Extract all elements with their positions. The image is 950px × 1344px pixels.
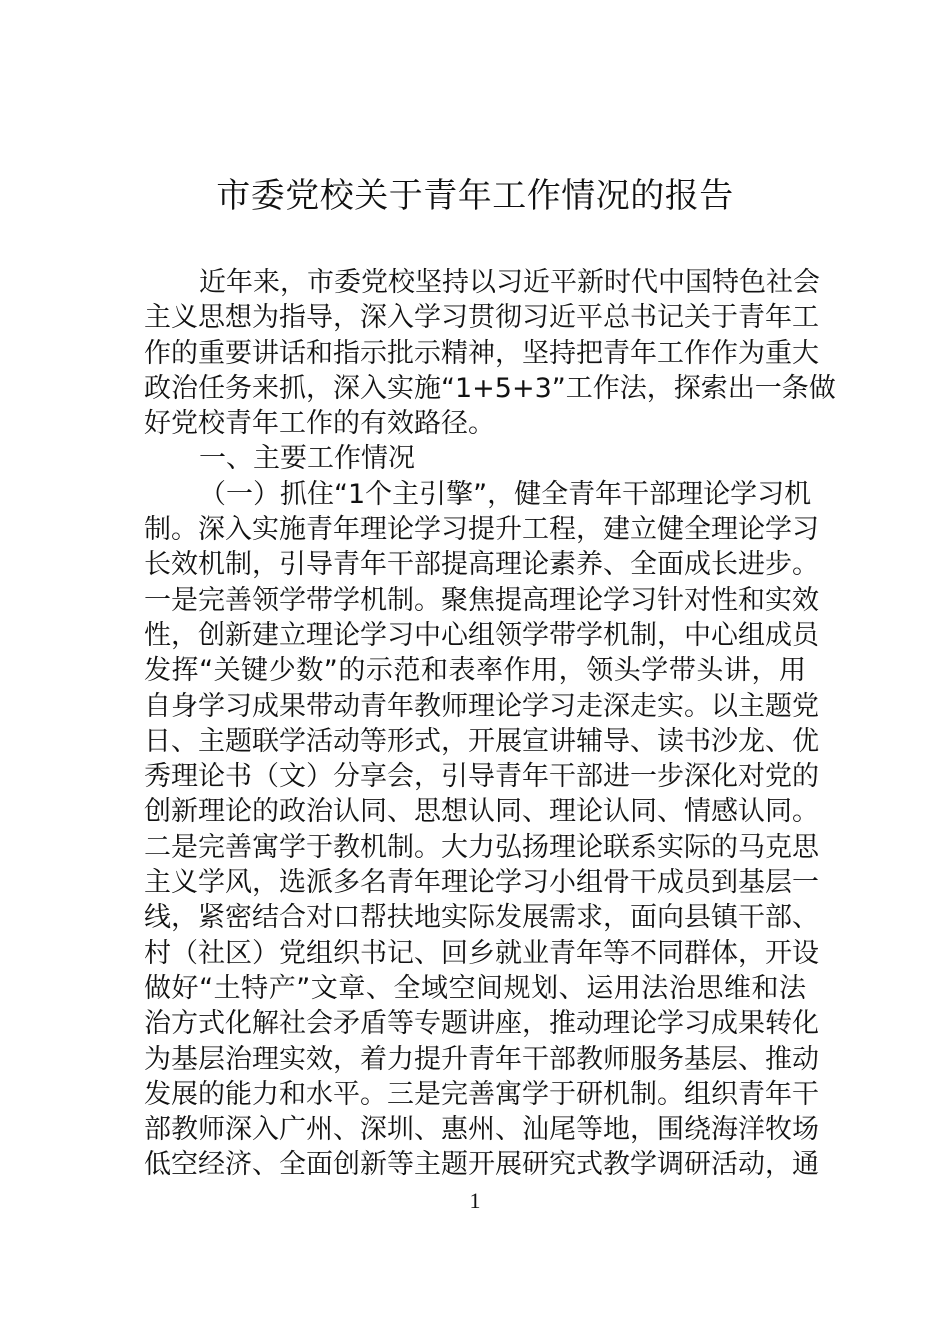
text-line: 做好“土特产”文章、全域空间规划、运用法治思维和法 xyxy=(144,972,806,1004)
text-line: 二是完善寓学于教机制。大力弘扬理论联系实际的马克思 xyxy=(144,831,819,863)
document-body xyxy=(144,265,836,1183)
text-line: 治方式化解社会矛盾等专题讲座，推动理论学习成果转化 xyxy=(144,1008,819,1040)
text-line: 秀理论书（文）分享会，引导青年干部进一步深化对党的 xyxy=(144,761,819,793)
text-line: 制。深入实施青年理论学习提升工程，建立健全理论学习 xyxy=(144,514,819,546)
text-line: 政治任务来抓，深入实施“1+5+3”工作法，探索出一条做 xyxy=(144,372,836,404)
text-line: 一是完善领学带学机制。聚焦提高理论学习针对性和实效 xyxy=(144,584,819,616)
text-line: 村（社区）党组织书记、回乡就业青年等不同群体，开设 xyxy=(144,937,819,969)
page-number: 1 xyxy=(469,1188,481,1213)
text-line: （一）抓住“1个主引擎”，健全青年干部理论学习机 xyxy=(199,478,812,510)
text-line: 为基层治理实效，着力提升青年干部教师服务基层、推动 xyxy=(144,1043,819,1075)
text-line: 性，创新建立理论学习中心组领学带学机制，中心组成员 xyxy=(144,619,819,651)
document-title: 市委党校关于青年工作情况的报告 xyxy=(216,176,734,216)
text-line: 部教师深入广州、深圳、惠州、汕尾等地，围绕海洋牧场 xyxy=(144,1114,819,1146)
text-line: 低空经济、全面创新等主题开展研究式教学调研活动，通 xyxy=(144,1149,819,1181)
text-line: 一、主要工作情况 xyxy=(199,443,415,475)
text-line: 主义思想为指导，深入学习贯彻习近平总书记关于青年工 xyxy=(144,302,819,334)
text-line: 长效机制，引导青年干部提高理论素养、全面成长进步。 xyxy=(144,549,819,581)
text-line: 好党校青年工作的有效路径。 xyxy=(144,408,495,440)
text-line: 作的重要讲话和指示批示精神，坚持把青年工作作为重大 xyxy=(144,337,819,369)
text-line: 近年来，市委党校坚持以习近平新时代中国特色社会 xyxy=(199,267,820,298)
text-line: 发挥“关键少数”的示范和表率作用，领头学带头讲，用 xyxy=(144,655,806,687)
text-line: 创新理论的政治认同、思想认同、理论认同、情感认同。 xyxy=(144,796,819,828)
text-line: 自身学习成果带动青年教师理论学习走深走实。以主题党 xyxy=(144,690,819,722)
text-line: 线，紧密结合对口帮扶地实际发展需求，面向县镇干部、 xyxy=(144,902,819,934)
text-line: 主义学风，选派多名青年理论学习小组骨干成员到基层一 xyxy=(144,867,819,899)
text-line: 发展的能力和水平。三是完善寓学于研机制。组织青年干 xyxy=(144,1078,819,1110)
text-line: 日、主题联学活动等形式，开展宣讲辅导、读书沙龙、优 xyxy=(144,725,819,757)
